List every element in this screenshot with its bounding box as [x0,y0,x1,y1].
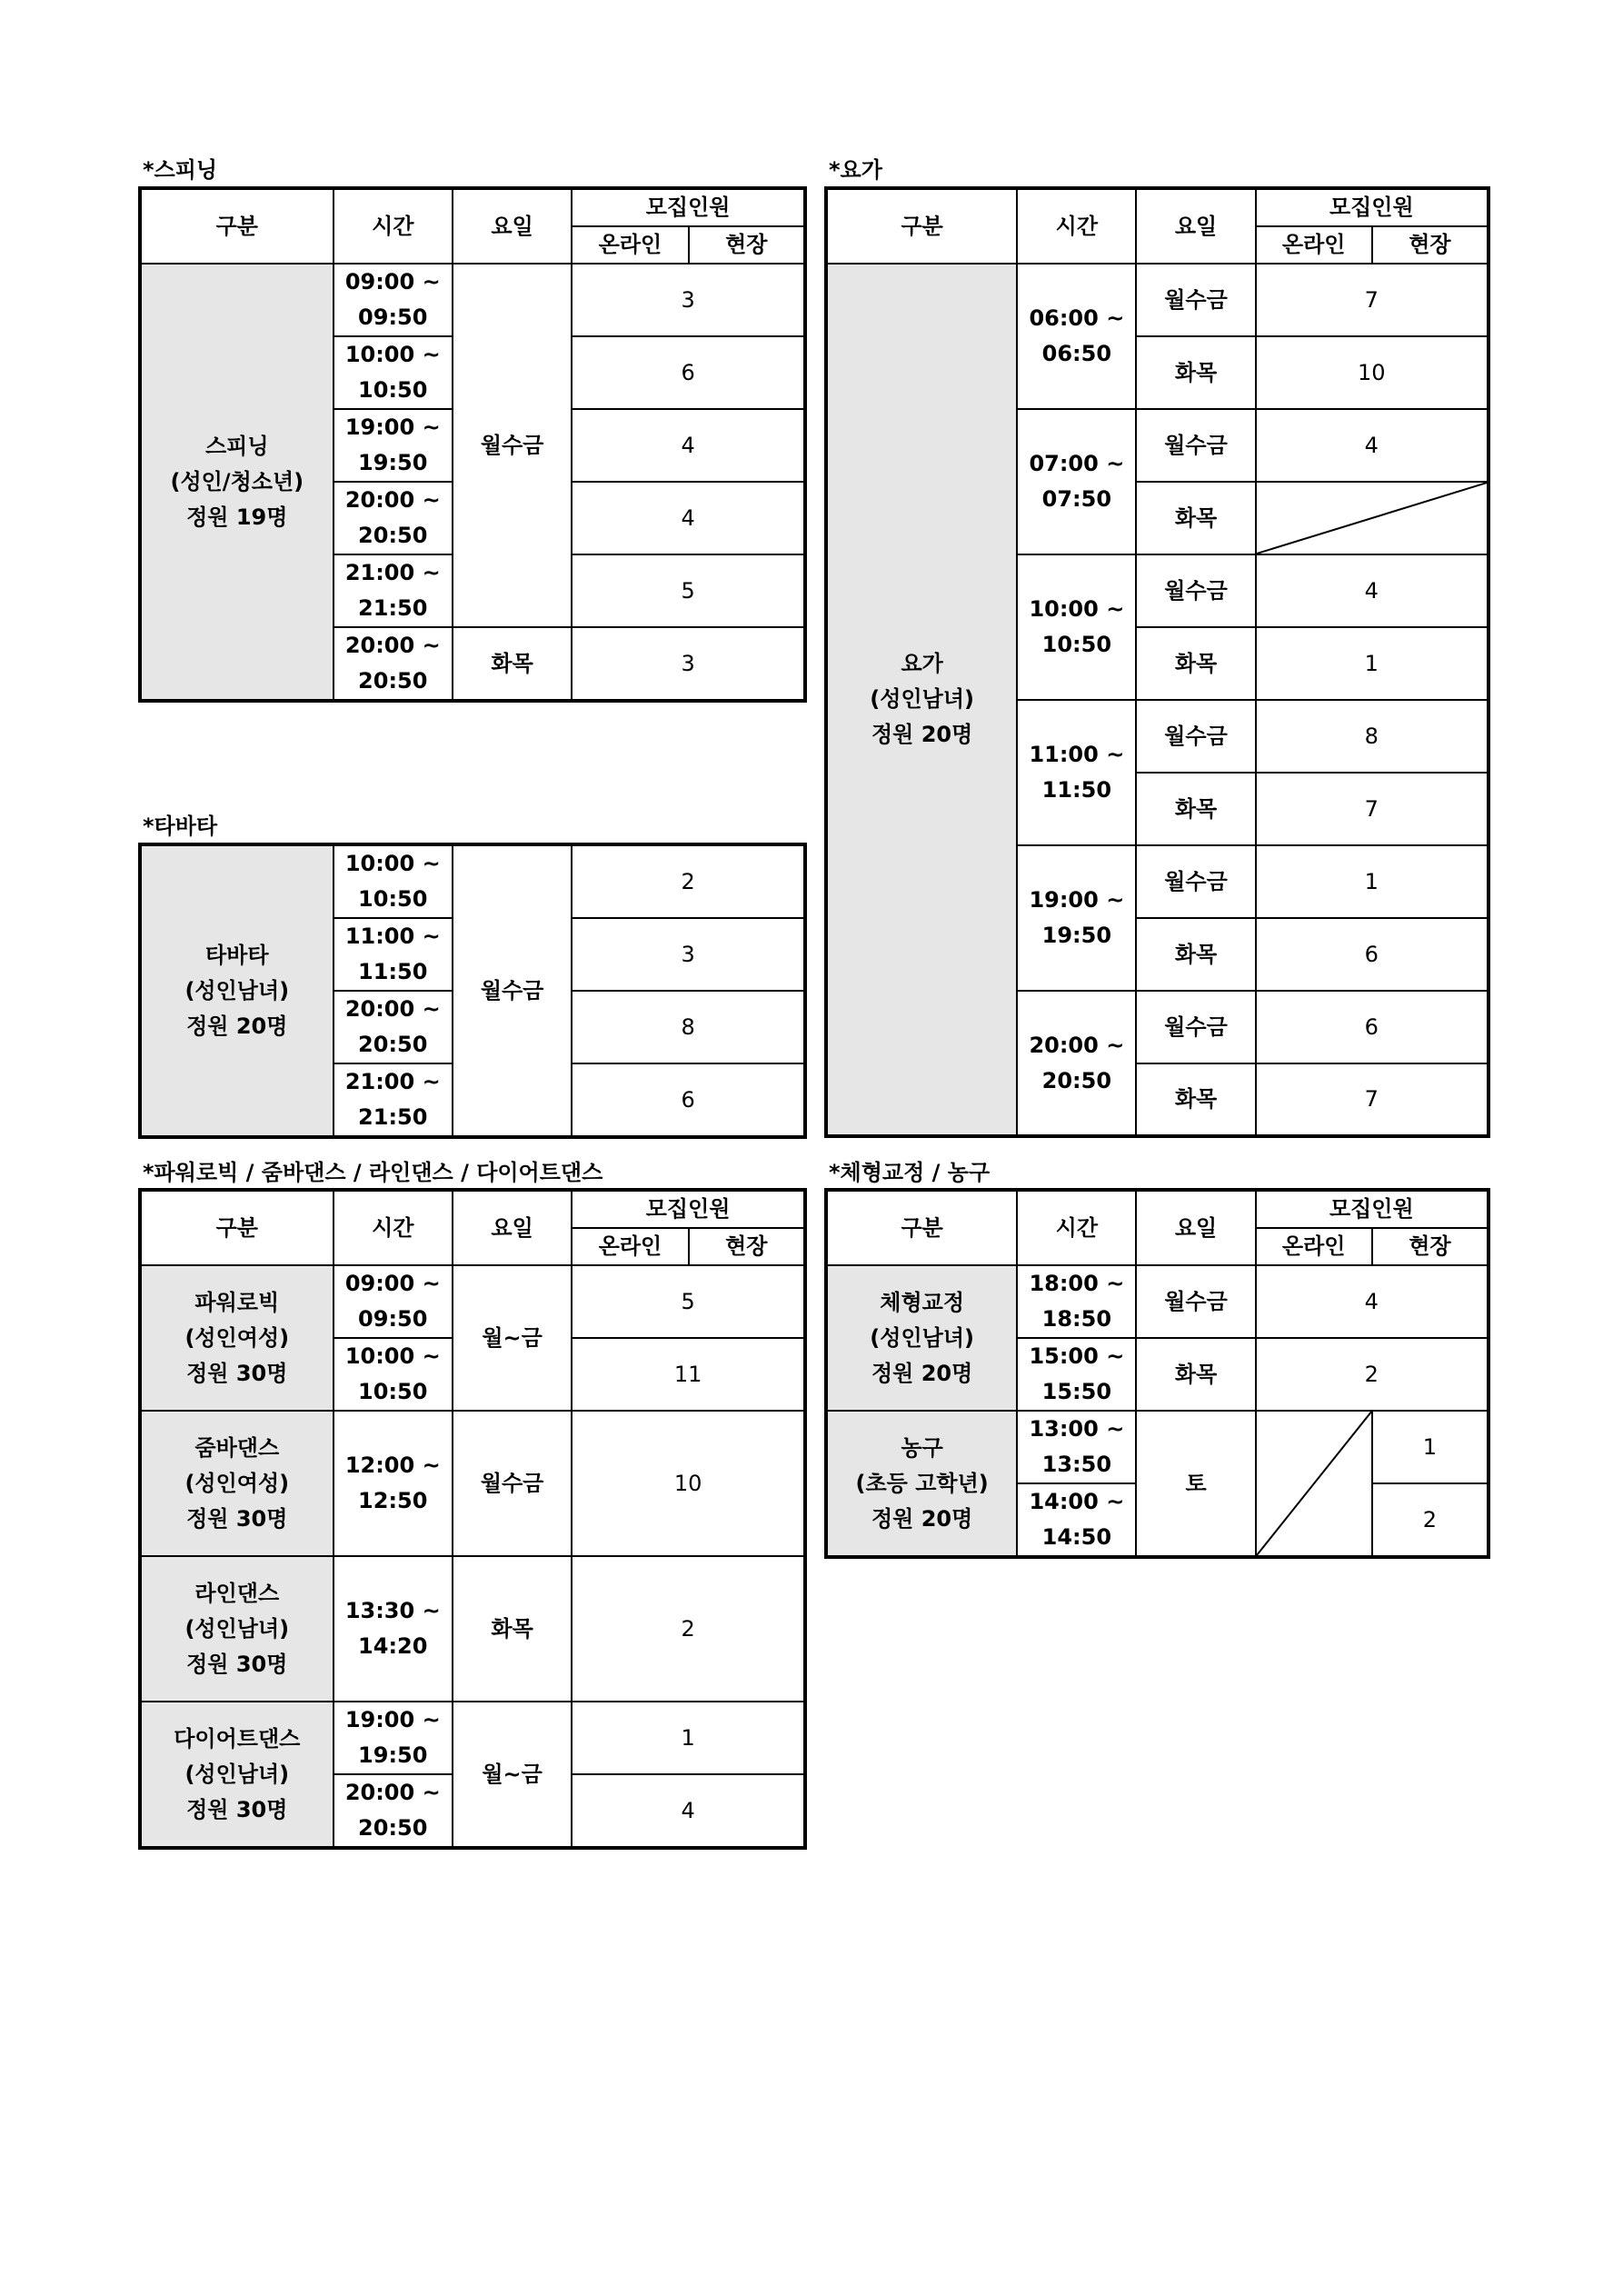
cell-text-line: 21:00 ~ [344,1069,441,1094]
time-cell [334,627,453,701]
count-cell: 7 [1256,1063,1489,1136]
count-cell: 2 [1256,1338,1489,1411]
category-target: (성인남녀) [870,686,974,712]
header-onsite: 현장 [689,1228,805,1265]
cell-text-line: 19:50 [358,1742,428,1768]
cell-text-line: 09:00 ~ [344,1271,441,1296]
header-time: 시간 [334,188,453,264]
category-capacity: 정원 30명 [186,1360,288,1386]
cell-text-line: 10:00 ~ [344,851,441,876]
time-cell [334,1411,453,1556]
cell-text-line: 13:30 ~ [344,1598,441,1623]
empty-slash-cell [1256,1411,1372,1557]
time-cell [334,264,453,336]
header-online: 온라인 [1256,226,1372,264]
dance-table [138,1188,807,1850]
header-onsite: 현장 [1372,1228,1489,1265]
yoga-table [824,186,1490,1138]
cell-text-line: 12:00 ~ [344,1452,441,1478]
cell-text-line: 10:00 ~ [344,1343,441,1369]
category-name: 파워로빅 [194,1289,280,1315]
tabata-category-cell [140,844,334,1137]
cell-text-line: 13:00 ~ [1029,1416,1125,1442]
yoga-category-cell [826,264,1017,1136]
cell-text-line: 19:50 [1041,923,1112,948]
count-cell: 8 [572,991,805,1063]
category-target: (성인남녀) [184,977,290,1003]
time-cell [334,336,453,409]
category-name: 라인댄스 [194,1580,280,1606]
category-target: (성인/청소년) [170,468,304,494]
header-onsite: 현장 [689,226,805,264]
cell-text-line: 10:50 [1041,632,1112,657]
header-day: 요일 [453,188,572,264]
time-cell [1017,1265,1136,1338]
count-cell: 1 [572,1702,805,1774]
powerrobic-category-cell [140,1265,334,1411]
days-cell: 화목 [1136,627,1255,700]
cell-text-line: 18:50 [1041,1306,1112,1332]
cell-text-line: 14:00 ~ [1029,1489,1125,1514]
count-cell: 6 [572,1063,805,1137]
days-cell: 월수금 [1136,264,1255,336]
spinning-section-title: *스피닝 [143,157,218,183]
category-name: 타바타 [205,942,269,968]
time-cell [1017,554,1136,700]
days-cell: 토 [1136,1411,1255,1557]
category-name: 농구 [901,1434,943,1461]
header-onsite: 현장 [1372,226,1489,264]
category-name: 요가 [901,651,943,676]
time-cell [334,1702,453,1774]
time-cell [334,482,453,554]
category-name: 스피닝 [205,433,269,459]
cell-text-line: 09:50 [358,304,428,330]
count-cell: 4 [1256,1265,1489,1338]
header-online: 온라인 [572,226,688,264]
cell-text-line: 11:50 [1041,777,1112,803]
posture-table [824,1188,1490,1559]
header-category: 구분 [140,1190,334,1265]
count-cell: 3 [572,264,805,336]
count-cell: 2 [1372,1483,1489,1557]
cell-text-line: 14:50 [1041,1524,1112,1550]
time-cell [334,844,453,918]
header-online: 온라인 [572,1228,688,1265]
count-cell: 1 [1256,627,1489,700]
cell-text-line: 20:50 [358,1032,428,1057]
header-category: 구분 [140,188,334,264]
spinning-table [138,186,807,703]
count-cell: 5 [572,1265,805,1338]
category-capacity: 정원 20명 [871,1360,973,1386]
days-cell: 화목 [1136,1063,1255,1136]
dance-section-title: *파워로빅 / 줌바댄스 / 라인댄스 / 다이어트댄스 [143,1160,603,1185]
count-cell: 4 [572,482,805,554]
days-cell: 화목 [1136,336,1255,409]
time-cell [334,554,453,627]
cell-text-line: 20:00 ~ [344,996,441,1022]
basketball-category-cell [826,1411,1017,1557]
days-cell: 화목 [453,1556,572,1702]
yoga-section-title: *요가 [829,157,882,183]
cell-text-line: 20:50 [358,523,428,548]
count-cell: 3 [572,918,805,991]
diagonal-slash [1257,1412,1371,1555]
header-online: 온라인 [1256,1228,1372,1265]
cell-text-line: 11:00 ~ [1029,742,1125,767]
category-name: 다이어트댄스 [174,1725,301,1752]
cell-text-line: 18:00 ~ [1029,1271,1125,1296]
cell-text-line: 21:50 [358,595,428,621]
days-cell: 화목 [1136,773,1255,845]
category-capacity: 정원 20명 [871,1505,973,1532]
time-cell [1017,991,1136,1136]
category-capacity: 정원 30명 [186,1796,288,1822]
header-recruit: 모집인원 [1256,1190,1489,1228]
time-cell [1017,845,1136,991]
tabata-section-title: *타바타 [143,814,218,839]
category-name: 줌바댄스 [194,1434,280,1461]
days-cell: 월수금 [1136,409,1255,482]
cell-text-line: 15:00 ~ [1029,1343,1125,1369]
cell-text-line: 10:50 [358,377,428,403]
category-target: (성인남녀) [184,1761,290,1787]
cell-text-line: 10:50 [358,1379,428,1404]
spinning-category-cell [140,264,334,701]
cell-text-line: 13:50 [1041,1452,1112,1477]
category-target: (성인남녀) [870,1324,974,1351]
count-cell: 11 [572,1338,805,1411]
count-cell: 5 [572,554,805,627]
time-cell [1017,700,1136,845]
category-capacity: 정원 19명 [186,504,288,530]
cell-text-line: 20:50 [358,1815,428,1841]
time-cell [1017,409,1136,554]
header-recruit: 모집인원 [1256,188,1489,226]
cell-text-line: 20:50 [358,668,428,694]
category-target: (성인남녀) [184,1615,290,1642]
diagonal-slash [1257,483,1487,554]
cell-text-line: 19:00 ~ [1029,887,1125,913]
header-recruit: 모집인원 [572,1190,805,1228]
count-cell: 6 [1256,918,1489,991]
cell-text-line: 07:50 [1041,486,1112,512]
zumba-category-cell [140,1411,334,1556]
count-cell: 4 [1256,409,1489,482]
count-cell: 2 [572,1556,805,1702]
header-time: 시간 [334,1190,453,1265]
correction-category-cell [826,1265,1017,1411]
category-capacity: 정원 20명 [186,1013,288,1039]
cell-text-line: 11:50 [358,959,428,984]
cell-text-line: 15:50 [1041,1379,1112,1404]
count-cell: 10 [572,1411,805,1556]
time-cell [334,409,453,482]
time-cell [1017,1483,1136,1557]
category-target: (성인여성) [184,1470,290,1496]
header-day: 요일 [1136,188,1255,264]
category-capacity: 정원 30명 [186,1505,288,1532]
count-cell: 1 [1372,1411,1489,1483]
cell-text-line: 09:00 ~ [344,269,441,294]
days-cell: 월수금 [453,844,572,1137]
header-day: 요일 [1136,1190,1255,1265]
cell-text-line: 07:00 ~ [1029,451,1125,476]
cell-text-line: 10:00 ~ [344,342,441,367]
count-cell: 7 [1256,773,1489,845]
cell-text-line: 10:50 [358,886,428,912]
days-cell: 월수금 [1136,845,1255,918]
days-cell: 월~금 [453,1265,572,1411]
header-category: 구분 [826,1190,1017,1265]
header-time: 시간 [1017,188,1136,264]
days-cell: 월수금 [1136,991,1255,1063]
cell-text-line: 20:00 ~ [344,1780,441,1805]
count-cell: 4 [572,409,805,482]
count-cell: 7 [1256,264,1489,336]
cell-text-line: 20:00 ~ [1029,1032,1125,1058]
cell-text-line: 20:00 ~ [344,487,441,513]
posture-section-title: *체형교정 / 농구 [829,1160,991,1185]
cell-text-line: 12:50 [358,1488,428,1513]
cell-text-line: 20:00 ~ [344,633,441,658]
count-cell: 4 [1256,554,1489,627]
count-cell: 6 [572,336,805,409]
days-cell: 월수금 [453,1411,572,1556]
time-cell [334,918,453,991]
days-cell: 화목 [1136,1338,1255,1411]
time-cell [334,1774,453,1848]
cell-text-line: 06:50 [1041,341,1112,366]
days-cell: 월수금 [1136,700,1255,773]
category-target: (초등 고학년) [855,1470,989,1496]
time-cell [1017,1338,1136,1411]
empty-slash-cell [1256,482,1489,554]
time-cell [1017,1411,1136,1483]
header-time: 시간 [1017,1190,1136,1265]
category-capacity: 정원 20명 [871,722,973,747]
count-cell: 1 [1256,845,1489,918]
cell-text-line: 21:00 ~ [344,560,441,585]
cell-text-line: 11:00 ~ [344,923,441,949]
cell-text-line: 20:50 [1041,1067,1112,1093]
cell-text-line: 19:00 ~ [344,414,441,440]
count-cell: 2 [572,844,805,918]
time-cell [1017,264,1136,409]
days-cell: 월수금 [1136,1265,1255,1338]
category-capacity: 정원 30명 [186,1651,288,1677]
count-cell: 10 [1256,336,1489,409]
time-cell [334,991,453,1063]
time-cell [334,1338,453,1411]
time-cell [334,1556,453,1702]
dietdance-category-cell [140,1702,334,1848]
cell-text-line: 21:50 [358,1104,428,1130]
linedance-category-cell [140,1556,334,1702]
cell-text-line: 14:20 [358,1633,428,1659]
days-cell: 월수금 [453,264,572,627]
count-cell: 8 [1256,700,1489,773]
count-cell: 6 [1256,991,1489,1063]
days-cell: 화목 [1136,482,1255,554]
time-cell [334,1265,453,1338]
cell-text-line: 06:00 ~ [1029,305,1125,331]
category-name: 체형교정 [880,1289,965,1315]
days-cell: 화목 [1136,918,1255,991]
header-day: 요일 [453,1190,572,1265]
time-cell [334,1063,453,1137]
tabata-table [138,843,807,1139]
count-cell: 3 [572,627,805,701]
header-recruit: 모집인원 [572,188,805,226]
days-cell: 월~금 [453,1702,572,1848]
days-cell: 화목 [453,627,572,701]
cell-text-line: 10:00 ~ [1029,596,1125,622]
count-cell: 4 [572,1774,805,1848]
cell-text-line: 19:00 ~ [344,1707,441,1732]
header-category: 구분 [826,188,1017,264]
days-cell: 월수금 [1136,554,1255,627]
cell-text-line: 19:50 [358,450,428,475]
cell-text-line: 09:50 [358,1306,428,1332]
category-target: (성인여성) [184,1324,290,1351]
